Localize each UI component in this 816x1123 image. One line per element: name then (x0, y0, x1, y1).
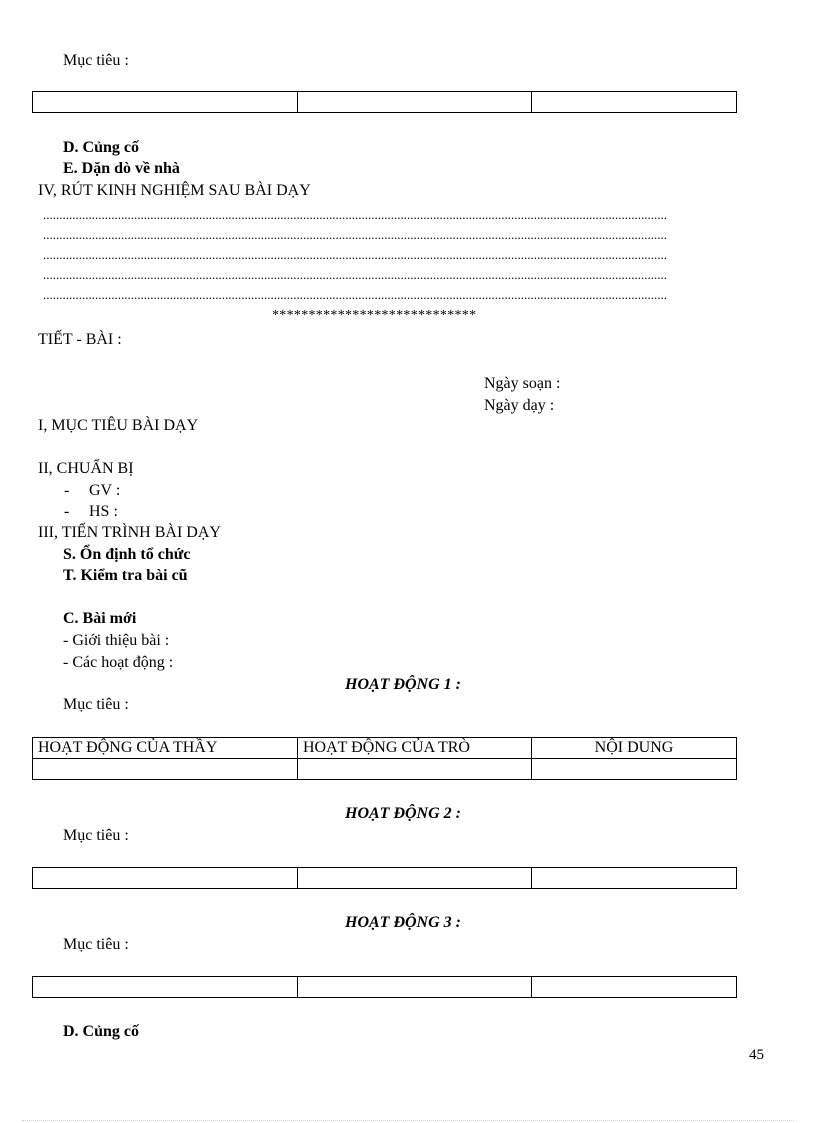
activity-2-title: HOẠT ĐỘNG 2 : (345, 805, 461, 822)
dan-do-heading: E. Dặn dò về nhà (63, 160, 180, 177)
ngay-soan-label: Ngày soạn : (484, 375, 561, 392)
kiem-tra-heading: T. Kiểm tra bài cũ (63, 567, 188, 584)
gioi-thieu-label: - Giới thiệu bài : (63, 632, 170, 649)
section-chuan-bi: II, CHUẨN BỊ (38, 460, 134, 477)
activity-1-title: HOẠT ĐỘNG 1 : (345, 676, 461, 693)
ngay-day-label: Ngày dạy : (484, 397, 555, 414)
header-noi-dung: NỘI DUNG (532, 738, 737, 759)
table-cell (33, 759, 298, 780)
on-dinh-heading: S. Ổn định tổ chức (63, 546, 191, 563)
table-cell (532, 759, 737, 780)
gv-label: GV : (89, 482, 121, 499)
gv-bullet: - (64, 482, 70, 499)
activity-3-muc-tieu: Mục tiêu : (63, 936, 129, 953)
bai-moi-heading: C. Bài mới (63, 610, 137, 627)
table-cell (532, 977, 737, 998)
cac-hoat-dong-label: - Các hoạt động : (63, 654, 174, 671)
section-tien-trinh: III, TIẾN TRÌNH BÀI DẠY (38, 524, 221, 541)
activity-3-table (32, 976, 737, 998)
rut-kinh-nghiem-heading: IV, RÚT KINH NGHIỆM SAU BÀI DẠY (38, 182, 311, 199)
activity-2-table (32, 867, 737, 889)
table-row (33, 977, 737, 998)
page-bottom-divider (22, 1120, 794, 1121)
cung-co-heading-bottom: D. Củng cố (63, 1023, 140, 1040)
table-cell (298, 92, 532, 113)
dotted-line: ................................................................................................................................................................................................ (43, 247, 667, 262)
table-row (33, 868, 737, 889)
table-header-row (33, 738, 737, 759)
section-muc-tieu-bai-day: I, MỤC TIÊU BÀI DẠY (38, 417, 199, 434)
cung-co-heading-top: D. Củng cố (63, 139, 140, 156)
dotted-line: ................................................................................................................................................................................................ (43, 207, 667, 222)
page-number: 45 (749, 1047, 764, 1063)
table-cell (532, 92, 737, 113)
hs-bullet: - (64, 503, 70, 520)
activity-3-title: HOẠT ĐỘNG 3 : (345, 914, 461, 931)
table-row (33, 759, 737, 780)
activity-table-top (32, 91, 737, 113)
dotted-line: ................................................................................................................................................................................................ (43, 267, 667, 282)
activity-2-muc-tieu: Mục tiêu : (63, 827, 129, 844)
table-cell (33, 92, 298, 113)
muc-tieu-label-top: Mục tiêu : (63, 52, 129, 69)
header-hoat-dong-tro: HOẠT ĐỘNG CỦA TRÒ (298, 738, 532, 759)
activity-1-table (32, 737, 737, 780)
table-row (33, 92, 737, 113)
header-hoat-dong-thay: HOẠT ĐỘNG CỦA THẦY (33, 738, 298, 759)
table-cell (33, 977, 298, 998)
dotted-line: ................................................................................................................................................................................................ (43, 287, 667, 302)
tiet-bai-label: TIẾT - BÀI : (38, 331, 122, 348)
table-cell (298, 868, 532, 889)
table-cell (298, 759, 532, 780)
table-cell (33, 868, 298, 889)
table-cell (298, 977, 532, 998)
dotted-line: ................................................................................................................................................................................................ (43, 227, 667, 242)
activity-1-muc-tieu: Mục tiêu : (63, 696, 129, 713)
separator-stars: **************************** (272, 308, 477, 323)
hs-label: HS : (89, 503, 118, 520)
table-cell (532, 868, 737, 889)
